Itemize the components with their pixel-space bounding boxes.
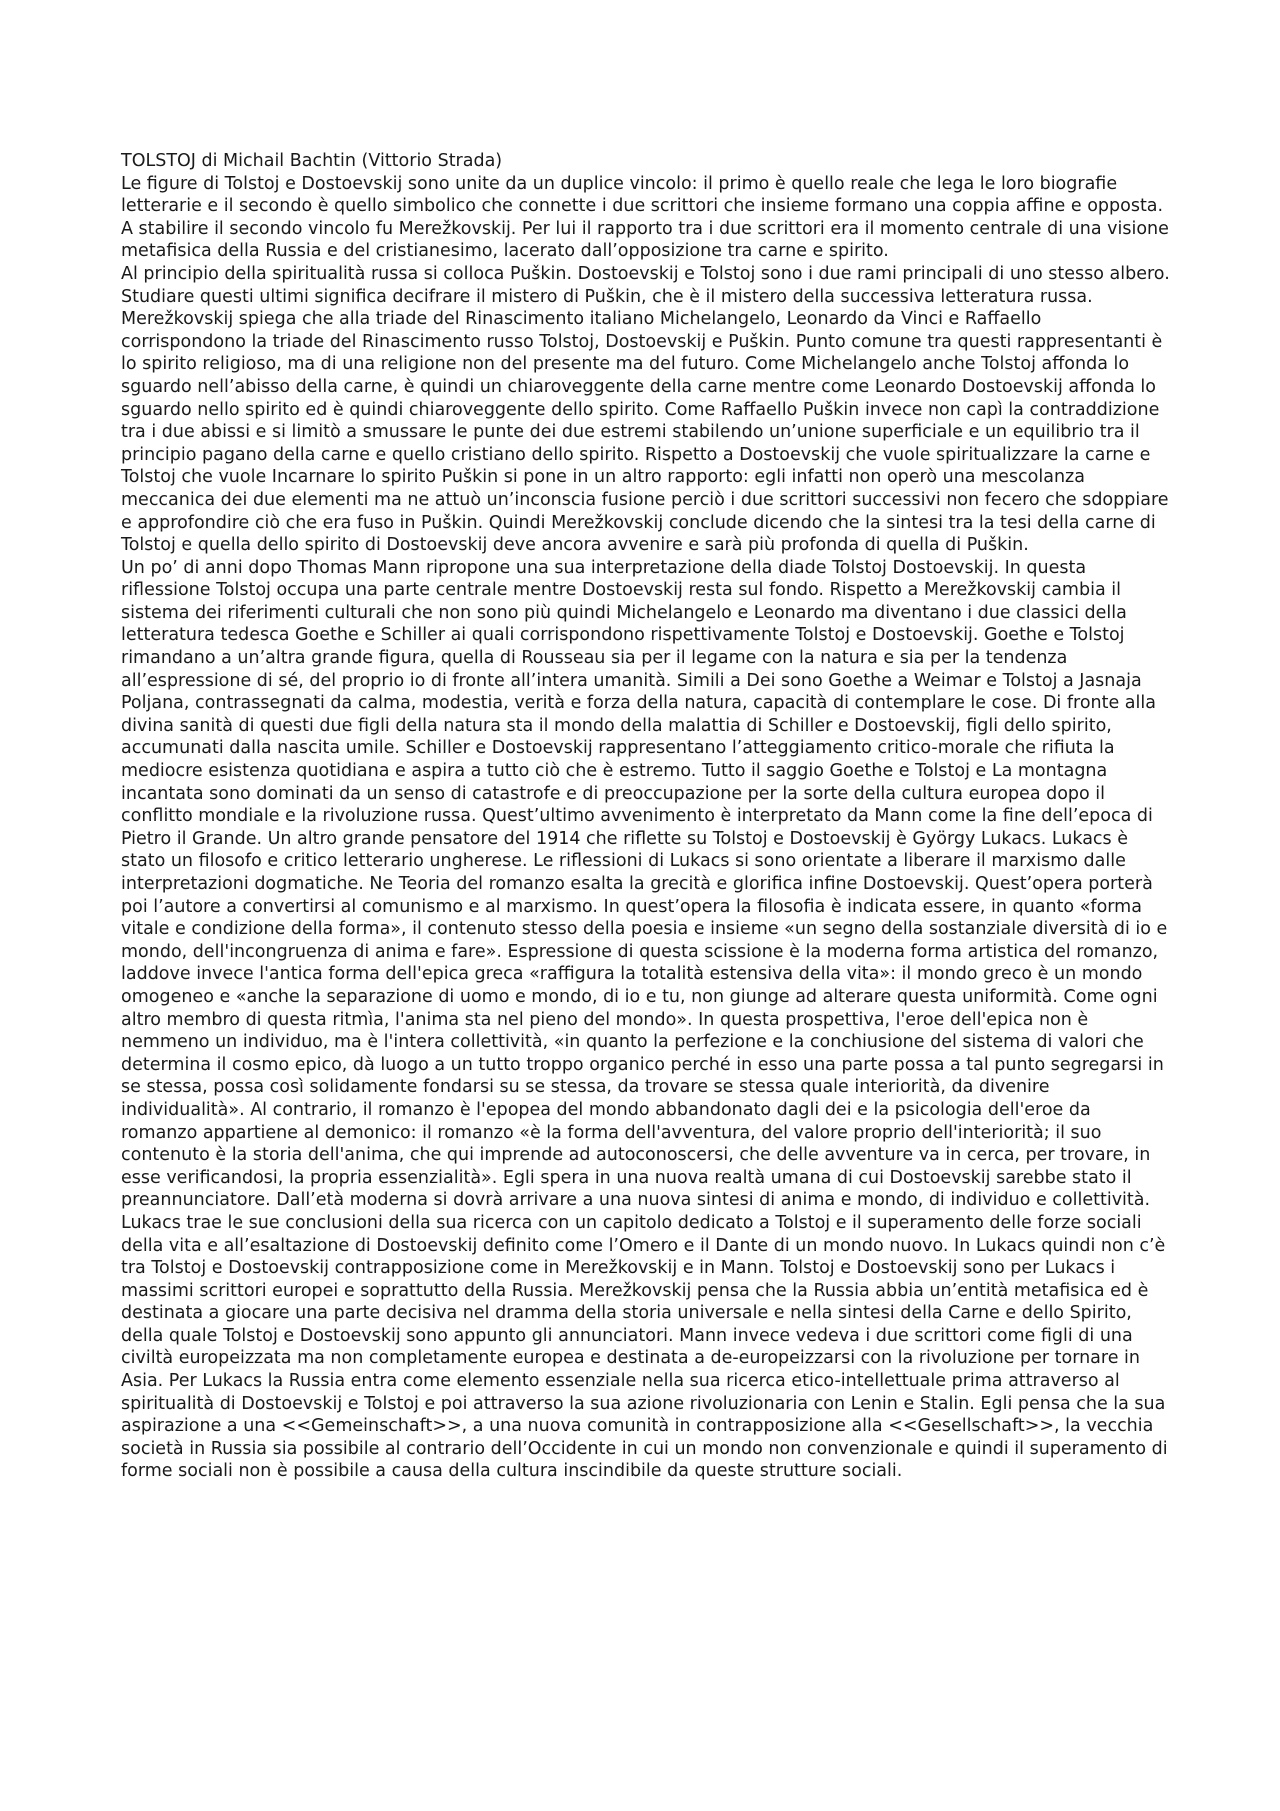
paragraph-puskin: Al principio della spiritualità russa si colloca Puškin. Dostoevskij e Tolstoj sono i due rami principali di uno stesso albero. Studiare questi ultimi significa decifrare il mistero di Puškin, che è il mistero della successiva letteratura russa. Merežkovskij spiega che alla triade del Rinascimento italiano Michelangelo, Leonardo da Vinci e Raffaello corrispondono la triade del Rinascimento russo Tolstoj, Dostoevskij e Puškin. Punto comune tra questi rappresentanti è lo spirito religioso, ma di una religione non del presente ma del futuro. Come Michelangelo anche Tolstoj affonda lo sguardo nell’abisso della carne, è quindi un chiaroveggente della carne mentre come Leonardo Dostoevskij affonda lo sguardo nello spirito ed è quindi chiaroveggente dello spirito. Come Raffaello Puškin invece non capì la contraddizione tra i due abissi e si limitò a smussare le punte dei due estremi stabilendo un’unione superficiale e un equilibrio tra il principio pagano della carne e quello cristiano dello spirito. Rispetto a Dostoevskij che vuole spiritualizzare la carne e Tolstoj che vuole Incarnare lo spirito Puškin si pone in un altro rapporto: egli infatti non operò una mescolanza meccanica dei due elementi ma ne attuò un’inconscia fusione perciò i due scrittori successivi non fecero che sdoppiare e approfondire ciò che era fuso in Puškin. Quindi Merežkovskij conclude dicendo che la sintesi tra la tesi della carne di Tolstoj e quella dello spirito di Dostoevskij deve ancora avvenire e sarà più profonda di quella di Puškin.	[121, 263, 1170, 556]
paragraph-intro: Le figure di Tolstoj e Dostoevskij sono unite da un duplice vincolo: il primo è quello reale che lega le loro biografie letterarie e il secondo è quello simbolico che connette i due scrittori che insieme formano una coppia affine e opposta.	[121, 173, 1164, 217]
paragraph-mann-lukacs: Un po’ di anni dopo Thomas Mann ripropone una sua interpretazione della diade Tolstoj Dostoevskij. In questa riflessione Tolstoj occupa una parte centrale mentre Dostoevskij resta sul fondo. Rispetto a Merežkovskij cambia il sistema dei riferimenti culturali che non sono più quindi Michelangelo e Leonardo ma diventano i due classici della letteratura tedesca Goethe e Schiller ai quali corrispondono rispettivamente Tolstoj e Dostoevskij. Goethe e Tolstoj rimandano a un’altra grande figura, quella di Rousseau sia per il legame con la natura e sia per la tendenza all’espressione di sé, del proprio io di fronte all’intera umanità. Simili a Dei sono Goethe a Weimar e Tolstoj a Jasnaja Poljana, contrassegnati da calma, modestia, verità e forza della natura, capacità di contemplare le cose. Di fronte alla divina sanità di questi due figli della natura sta il mondo della malattia di Schiller e Dostoevskij, figli dello spirito, accumunati dalla nascita umile. Schiller e Dostoevskij rappresentano l’atteggiamento critico-morale che rifiuta la mediocre esistenza quotidiana e aspira a tutto ciò che è estremo. Tutto il saggio Goethe e Tolstoj e La montagna incantata sono dominati da un senso di catastrofe e di preoccupazione per la sorte della cultura europea dopo il conflitto mondiale e la rivoluzione russa. Quest’ultimo avvenimento è interpretato da Mann come la fine dell’epoca di Pietro il Grande. Un altro grande pensatore del 1914 che riflette su Tolstoj e Dostoevskij è György Lukacs. Lukacs è stato un filosofo e critico letterario ungherese. Le riflessioni di Lukacs si sono orientate a liberare il marxismo dalle interpretazioni dogmatiche. Ne Teoria del romanzo esalta la grecità e glorifica infine Dostoevskij. Quest’opera porterà poi l’autore a convertirsi al comunismo e al marxismo. In quest’opera la filosofia è indicata essere, in quanto «forma vitale e condizione della forma», il contenuto stesso della poesia e insieme «un segno della sostanziale diversità di io e mondo, dell'incongruenza di anima e fare». Espressione di questa scissione è la moderna forma artistica del romanzo, laddove invece l'antica forma dell'epica greca «raffigura la totalità estensiva della vita»: il mondo greco è un mondo omogeneo e «anche la separazione di uomo e mondo, di io e tu, non giunge ad alterare questa uniformità. Come ogni altro membro di questa ritmìa, l'anima sta nel pieno del mondo». In questa prospettiva, l'eroe dell'epica non è nemmeno un individuo, ma è l'intera collettività, «in quanto la perfezione e la conchiusione del sistema di valori che determina il cosmo epico, dà luogo a un tutto troppo organico perché in esso una parte possa a tal punto segregarsi in se stessa, possa così solidamente fondarsi su se stessa, da trovare se stessa quale interiorità, da divenire individualità». Al contrario, il romanzo è l'epopea del mondo abbandonato dagli dei e la psicologia dell'eroe da romanzo appartiene al demonico: il romanzo «è la forma dell'avventura, del valore proprio dell'interiorità; il suo contenuto è la storia dell'anima, che qui imprende ad autoconoscersi, che delle avventure va in cerca, per trovare, in esse verificandosi, la propria essenzialità». Egli spera in una nuova realtà umana di cui Dostoevskij sarebbe stato il preannunciatore. Dall’età moderna si dovrà arrivare a una nuova sintesi di anima e mondo, di individuo e collettività. Lukacs trae le sue conclusioni della sua ricerca con un capitolo dedicato a Tolstoj e il superamento delle forze sociali della vita e all’esaltazione di Dostoevskij definito come l’Omero e il Dante di un mondo nuovo. In Lukacs quindi non c’è tra Tolstoj e Dostoevskij contrapposizione come in Merežkovskij e in Mann. Tolstoj e Dostoevskij sono per Lukacs i massimi scrittori europei e soprattutto della Russia. Merežkovskij pensa che la Russia abbia un’entità metafisica ed è destinata a giocare una parte decisiva nel dramma della storia universale e nella sintesi della Carne e dello Spirito, della quale Tolstoj e Dostoevskij sono appunto gli annunciatori. Mann invece vedeva i due scrittori come figli di una civiltà europeizzata ma non completamente europea e destinata a de-europeizzarsi con la rivoluzione per tornare in Asia. Per Lukacs la Russia entra come elemento essenziale nella sua ricerca etico-intellettuale prima attraverso al spiritualità di Dostoevskij e Tolstoj e poi attraverso la sua azione rivoluzionaria con Lenin e Stalin. Egli pensa che la sua aspirazione a una <<Gemeinschaft>>, a una nuova comunità in contrapposizione alla <<Gesellschaft>>, la vecchia società in Russia sia possibile al contrario dell’Occidente in cui un mondo non convenzionale e quindi il superamento di forme sociali non è possibile a causa della cultura inscindibile da queste strutture sociali.	[121, 557, 1168, 1482]
document-title: TOLSTOJ di Michail Bachtin (Vittorio Strada)	[121, 151, 503, 171]
document-page	[121, 150, 1171, 1483]
paragraph-merezkovskij: A stabilire il secondo vincolo fu Merežkovskij. Per lui il rapporto tra i due scrittori era il momento centrale di una visione metafisica della Russia e del cristianesimo, lacerato dall’opposizione tra carne e spirito.	[121, 218, 1169, 262]
